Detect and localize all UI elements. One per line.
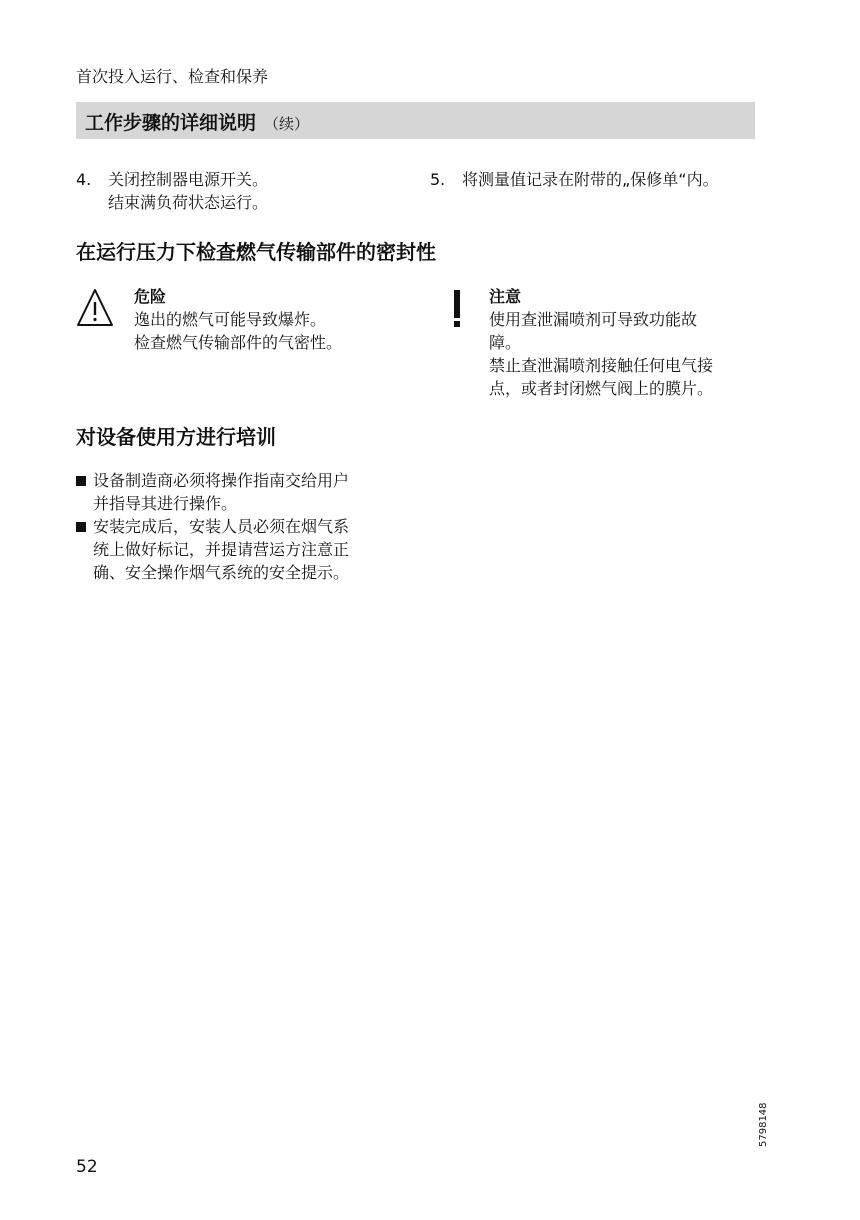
- step-number: 4.: [76, 170, 92, 189]
- step-number: 5.: [430, 170, 446, 189]
- caution-line: 禁止查泄漏喷剂接触任何电气接: [489, 356, 714, 375]
- caution-line: 使用查泄漏喷剂可导致功能故: [489, 310, 698, 329]
- step-text-line: 结束满负荷状态运行。: [108, 193, 269, 212]
- list-item: [76, 469, 406, 515]
- section-heading-training: 对设备使用方进行培训: [76, 425, 276, 449]
- section-heading-seal-check: 在运行压力下检查燃气传输部件的密封性: [76, 240, 436, 264]
- breadcrumb: 首次投入运行、检查和保养: [76, 67, 269, 86]
- exclamation-icon: [450, 288, 464, 330]
- danger-line: 检查燃气传输部件的气密性。: [134, 333, 343, 352]
- bullet-line: 统上做好标记，并提请营运方注意正: [93, 540, 350, 559]
- bullet-square-icon: [76, 476, 86, 486]
- caution-title: 注意: [489, 287, 522, 306]
- bullet-square-icon: [76, 522, 86, 532]
- caution-note: [489, 285, 759, 400]
- banner-title: [85, 108, 309, 135]
- banner-continued: （续）: [264, 115, 310, 133]
- danger-line: 逸出的燃气可能导致爆炸。: [134, 310, 327, 329]
- bullet-line: 并指导其进行操作。: [93, 494, 238, 513]
- step-4: [76, 168, 396, 216]
- list-item: [76, 515, 406, 584]
- warning-triangle-icon: [76, 287, 114, 329]
- document-number: 5798148: [758, 1102, 769, 1147]
- page-number: 52: [76, 1157, 98, 1177]
- banner-title-text: 工作步骤的详细说明: [85, 112, 257, 134]
- step-text-line: 将测量值记录在附带的„保修单“内。: [462, 170, 719, 189]
- bullet-line: 确、安全操作烟气系统的安全提示。: [93, 563, 350, 582]
- step-5: [430, 168, 760, 192]
- danger-title: 危险: [134, 287, 167, 306]
- danger-note: [134, 285, 414, 354]
- bullet-line: 设备制造商必须将操作指南交给用户: [93, 471, 350, 490]
- step-text-line: 关闭控制器电源开关。: [108, 170, 269, 189]
- section-banner: [76, 102, 755, 139]
- caution-line: 点，或者封闭燃气阀上的膜片。: [489, 379, 714, 398]
- bullet-line: 安装完成后，安装人员必须在烟气系: [93, 517, 350, 536]
- caution-line: 障。: [489, 333, 522, 352]
